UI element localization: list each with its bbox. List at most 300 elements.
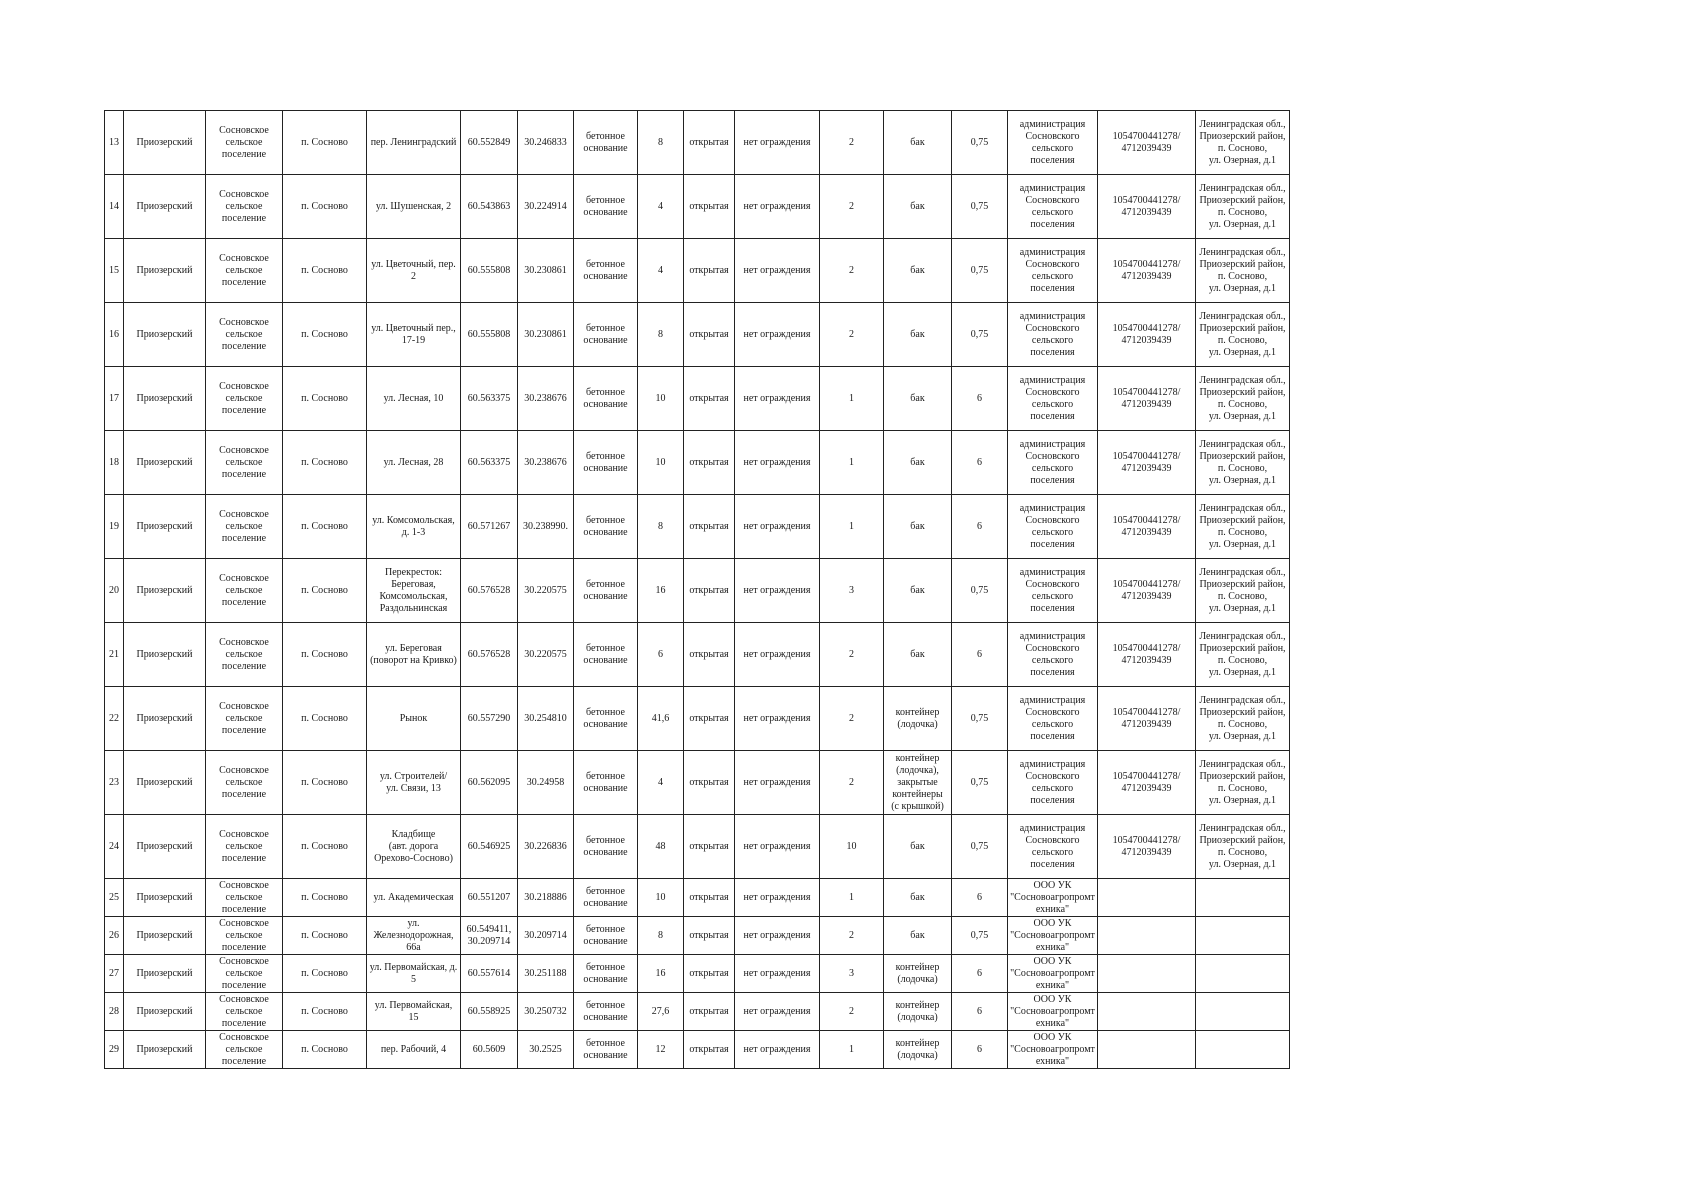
cell-site-type: открытая [684, 993, 735, 1031]
cell-area: 4 [638, 751, 684, 815]
cell-settlement: Сосновское сельское поселение [206, 879, 283, 917]
cell-area: 41,6 [638, 687, 684, 751]
cell-container-volume: 6 [952, 495, 1008, 559]
cell-owner: администрация Сосновского сельского поселения [1008, 303, 1098, 367]
cell-owner: ООО УК "Сосновоагропромт ехника" [1008, 993, 1098, 1031]
cell-fence: нет ограждения [735, 687, 820, 751]
cell-container-type: бак [884, 367, 952, 431]
cell-longitude: 30.226836 [518, 815, 574, 879]
cell-area: 6 [638, 623, 684, 687]
cell-owner: администрация Сосновского сельского поселения [1008, 815, 1098, 879]
cell-latitude: 60.558925 [461, 993, 518, 1031]
cell-site-type: открытая [684, 239, 735, 303]
cell-container-type: бак [884, 495, 952, 559]
cell-row-number: 24 [105, 815, 124, 879]
cell-fence: нет ограждения [735, 993, 820, 1031]
table-row [105, 1031, 1290, 1069]
cell-owner-address [1196, 955, 1290, 993]
cell-longitude: 30.220575 [518, 559, 574, 623]
cell-latitude: 60.551207 [461, 879, 518, 917]
cell-ogrn-inn: 1054700441278/ 4712039439 [1098, 559, 1196, 623]
cell-row-number: 25 [105, 879, 124, 917]
cell-container-count: 3 [820, 559, 884, 623]
cell-district: Приозерский [124, 111, 206, 175]
cell-locality: п. Сосново [283, 559, 367, 623]
cell-owner: администрация Сосновского сельского поселения [1008, 623, 1098, 687]
cell-settlement: Сосновское сельское поселение [206, 303, 283, 367]
cell-district: Приозерский [124, 175, 206, 239]
table-row [105, 239, 1290, 303]
cell-site-type: открытая [684, 559, 735, 623]
cell-container-volume: 6 [952, 955, 1008, 993]
cell-fence: нет ограждения [735, 751, 820, 815]
cell-site-type: открытая [684, 687, 735, 751]
cell-container-count: 10 [820, 815, 884, 879]
cell-latitude: 60.576528 [461, 623, 518, 687]
cell-base-type: бетонное основание [574, 917, 638, 955]
cell-address: пер. Рабочий, 4 [367, 1031, 461, 1069]
cell-fence: нет ограждения [735, 111, 820, 175]
cell-latitude: 60.5609 [461, 1031, 518, 1069]
cell-container-type: контейнер (лодочка), закрытые контейнеры (с крышкой) [884, 751, 952, 815]
cell-container-type: бак [884, 111, 952, 175]
cell-locality: п. Сосново [283, 955, 367, 993]
cell-site-type: открытая [684, 495, 735, 559]
cell-container-type: контейнер (лодочка) [884, 955, 952, 993]
cell-address: ул. Первомайская, 15 [367, 993, 461, 1031]
cell-latitude: 60.546925 [461, 815, 518, 879]
cell-container-count: 2 [820, 993, 884, 1031]
cell-area: 12 [638, 1031, 684, 1069]
cell-district: Приозерский [124, 993, 206, 1031]
cell-address: ул. Береговая (поворот на Кривко) [367, 623, 461, 687]
cell-owner: администрация Сосновского сельского поселения [1008, 239, 1098, 303]
cell-site-type: открытая [684, 879, 735, 917]
cell-owner: администрация Сосновского сельского поселения [1008, 111, 1098, 175]
table-row [105, 879, 1290, 917]
cell-container-volume: 0,75 [952, 751, 1008, 815]
table-row [105, 815, 1290, 879]
cell-district: Приозерский [124, 1031, 206, 1069]
cell-district: Приозерский [124, 367, 206, 431]
cell-container-volume: 0,75 [952, 559, 1008, 623]
cell-ogrn-inn: 1054700441278/ 4712039439 [1098, 367, 1196, 431]
cell-ogrn-inn [1098, 1031, 1196, 1069]
cell-base-type: бетонное основание [574, 1031, 638, 1069]
cell-settlement: Сосновское сельское поселение [206, 1031, 283, 1069]
cell-owner-address: Ленинградская обл., Приозерский район, п. Сосново, ул. Озерная, д.1 [1196, 111, 1290, 175]
cell-container-volume: 0,75 [952, 175, 1008, 239]
cell-owner: ООО УК "Сосновоагропромт ехника" [1008, 1031, 1098, 1069]
cell-area: 48 [638, 815, 684, 879]
cell-container-type: бак [884, 815, 952, 879]
cell-container-count: 2 [820, 917, 884, 955]
cell-row-number: 20 [105, 559, 124, 623]
cell-base-type: бетонное основание [574, 623, 638, 687]
cell-base-type: бетонное основание [574, 993, 638, 1031]
cell-owner-address: Ленинградская обл., Приозерский район, п. Сосново, ул. Озерная, д.1 [1196, 815, 1290, 879]
cell-base-type: бетонное основание [574, 955, 638, 993]
cell-locality: п. Сосново [283, 239, 367, 303]
cell-ogrn-inn: 1054700441278/ 4712039439 [1098, 303, 1196, 367]
cell-longitude: 30.2525 [518, 1031, 574, 1069]
cell-area: 16 [638, 955, 684, 993]
table-row [105, 175, 1290, 239]
cell-ogrn-inn: 1054700441278/ 4712039439 [1098, 111, 1196, 175]
table-row [105, 623, 1290, 687]
cell-container-count: 1 [820, 367, 884, 431]
cell-site-type: открытая [684, 175, 735, 239]
cell-address: ул. Комсомольская, д. 1-3 [367, 495, 461, 559]
cell-container-type: бак [884, 879, 952, 917]
cell-locality: п. Сосново [283, 993, 367, 1031]
cell-row-number: 13 [105, 111, 124, 175]
table-row [105, 367, 1290, 431]
cell-container-type: контейнер (лодочка) [884, 687, 952, 751]
cell-container-volume: 6 [952, 1031, 1008, 1069]
cell-row-number: 19 [105, 495, 124, 559]
cell-latitude: 60.549411, 30.209714 [461, 917, 518, 955]
cell-longitude: 30.250732 [518, 993, 574, 1031]
cell-container-volume: 0,75 [952, 239, 1008, 303]
cell-container-type: контейнер (лодочка) [884, 1031, 952, 1069]
cell-container-count: 1 [820, 879, 884, 917]
cell-locality: п. Сосново [283, 495, 367, 559]
cell-district: Приозерский [124, 559, 206, 623]
cell-base-type: бетонное основание [574, 495, 638, 559]
cell-container-type: контейнер (лодочка) [884, 993, 952, 1031]
cell-address: Рынок [367, 687, 461, 751]
cell-container-type: бак [884, 623, 952, 687]
cell-owner: администрация Сосновского сельского поселения [1008, 175, 1098, 239]
cell-longitude: 30.24958 [518, 751, 574, 815]
cell-base-type: бетонное основание [574, 879, 638, 917]
cell-container-type: бак [884, 239, 952, 303]
cell-latitude: 60.562095 [461, 751, 518, 815]
cell-locality: п. Сосново [283, 815, 367, 879]
cell-row-number: 29 [105, 1031, 124, 1069]
cell-container-volume: 6 [952, 993, 1008, 1031]
cell-owner: ООО УК "Сосновоагропромт ехника" [1008, 879, 1098, 917]
cell-district: Приозерский [124, 751, 206, 815]
cell-ogrn-inn: 1054700441278/ 4712039439 [1098, 751, 1196, 815]
cell-longitude: 30.230861 [518, 239, 574, 303]
cell-address: ул. Шушенская, 2 [367, 175, 461, 239]
cell-container-count: 2 [820, 751, 884, 815]
cell-owner-address: Ленинградская обл., Приозерский район, п. Сосново, ул. Озерная, д.1 [1196, 687, 1290, 751]
table-row [105, 559, 1290, 623]
cell-longitude: 30.251188 [518, 955, 574, 993]
cell-owner: администрация Сосновского сельского поселения [1008, 431, 1098, 495]
cell-row-number: 17 [105, 367, 124, 431]
cell-row-number: 15 [105, 239, 124, 303]
cell-owner-address: Ленинградская обл., Приозерский район, п. Сосново, ул. Озерная, д.1 [1196, 559, 1290, 623]
cell-latitude: 60.552849 [461, 111, 518, 175]
cell-area: 4 [638, 239, 684, 303]
cell-container-volume: 0,75 [952, 687, 1008, 751]
cell-fence: нет ограждения [735, 623, 820, 687]
cell-fence: нет ограждения [735, 431, 820, 495]
cell-container-count: 2 [820, 623, 884, 687]
cell-settlement: Сосновское сельское поселение [206, 955, 283, 993]
cell-row-number: 22 [105, 687, 124, 751]
cell-ogrn-inn [1098, 879, 1196, 917]
cell-fence: нет ограждения [735, 239, 820, 303]
cell-ogrn-inn [1098, 955, 1196, 993]
cell-row-number: 26 [105, 917, 124, 955]
cell-district: Приозерский [124, 239, 206, 303]
cell-address: ул. Строителей/ ул. Связи, 13 [367, 751, 461, 815]
cell-address: ул. Железнодорожная, 66а [367, 917, 461, 955]
cell-area: 8 [638, 303, 684, 367]
cell-longitude: 30.224914 [518, 175, 574, 239]
table-row [105, 111, 1290, 175]
cell-owner-address: Ленинградская обл., Приозерский район, п. Сосново, ул. Озерная, д.1 [1196, 303, 1290, 367]
cell-site-type: открытая [684, 1031, 735, 1069]
cell-locality: п. Сосново [283, 303, 367, 367]
cell-owner: администрация Сосновского сельского поселения [1008, 367, 1098, 431]
cell-container-count: 1 [820, 431, 884, 495]
cell-container-type: бак [884, 917, 952, 955]
cell-longitude: 30.209714 [518, 917, 574, 955]
cell-owner-address [1196, 993, 1290, 1031]
cell-row-number: 16 [105, 303, 124, 367]
cell-latitude: 60.557290 [461, 687, 518, 751]
cell-site-type: открытая [684, 815, 735, 879]
cell-container-type: бак [884, 431, 952, 495]
cell-fence: нет ограждения [735, 303, 820, 367]
cell-longitude: 30.254810 [518, 687, 574, 751]
table-row [105, 303, 1290, 367]
cell-ogrn-inn [1098, 917, 1196, 955]
cell-container-count: 2 [820, 111, 884, 175]
cell-address: ул. Лесная, 28 [367, 431, 461, 495]
cell-address: ул. Первомайская, д. 5 [367, 955, 461, 993]
cell-ogrn-inn [1098, 993, 1196, 1031]
cell-longitude: 30.230861 [518, 303, 574, 367]
cell-base-type: бетонное основание [574, 303, 638, 367]
cell-owner-address: Ленинградская обл., Приозерский район, п. Сосново, ул. Озерная, д.1 [1196, 431, 1290, 495]
cell-longitude: 30.238990. [518, 495, 574, 559]
cell-settlement: Сосновское сельское поселение [206, 431, 283, 495]
cell-container-count: 1 [820, 495, 884, 559]
cell-latitude: 60.557614 [461, 955, 518, 993]
cell-longitude: 30.218886 [518, 879, 574, 917]
cell-site-type: открытая [684, 623, 735, 687]
cell-container-type: бак [884, 175, 952, 239]
cell-settlement: Сосновское сельское поселение [206, 495, 283, 559]
cell-fence: нет ограждения [735, 955, 820, 993]
cell-area: 16 [638, 559, 684, 623]
cell-row-number: 14 [105, 175, 124, 239]
cell-area: 8 [638, 917, 684, 955]
cell-base-type: бетонное основание [574, 815, 638, 879]
cell-container-volume: 6 [952, 431, 1008, 495]
cell-container-volume: 6 [952, 879, 1008, 917]
cell-container-count: 2 [820, 303, 884, 367]
cell-site-type: открытая [684, 303, 735, 367]
cell-base-type: бетонное основание [574, 751, 638, 815]
cell-area: 10 [638, 879, 684, 917]
cell-ogrn-inn: 1054700441278/ 4712039439 [1098, 815, 1196, 879]
cell-longitude: 30.238676 [518, 431, 574, 495]
table-row [105, 955, 1290, 993]
cell-base-type: бетонное основание [574, 367, 638, 431]
cell-area: 27,6 [638, 993, 684, 1031]
cell-area: 8 [638, 111, 684, 175]
cell-fence: нет ограждения [735, 879, 820, 917]
cell-district: Приозерский [124, 917, 206, 955]
cell-base-type: бетонное основание [574, 175, 638, 239]
cell-longitude: 30.220575 [518, 623, 574, 687]
cell-area: 8 [638, 495, 684, 559]
cell-site-type: открытая [684, 111, 735, 175]
cell-settlement: Сосновское сельское поселение [206, 751, 283, 815]
cell-container-volume: 6 [952, 623, 1008, 687]
cell-settlement: Сосновское сельское поселение [206, 623, 283, 687]
cell-fence: нет ограждения [735, 815, 820, 879]
cell-settlement: Сосновское сельское поселение [206, 687, 283, 751]
cell-latitude: 60.563375 [461, 431, 518, 495]
cell-ogrn-inn: 1054700441278/ 4712039439 [1098, 623, 1196, 687]
cell-address: ул. Цветочный пер., 17-19 [367, 303, 461, 367]
cell-district: Приозерский [124, 623, 206, 687]
cell-owner-address: Ленинградская обл., Приозерский район, п. Сосново, ул. Озерная, д.1 [1196, 175, 1290, 239]
cell-owner-address [1196, 1031, 1290, 1069]
cell-latitude: 60.555808 [461, 239, 518, 303]
cell-settlement: Сосновское сельское поселение [206, 917, 283, 955]
cell-container-type: бак [884, 303, 952, 367]
cell-longitude: 30.238676 [518, 367, 574, 431]
cell-site-type: открытая [684, 367, 735, 431]
cell-container-volume: 0,75 [952, 917, 1008, 955]
cell-container-volume: 0,75 [952, 111, 1008, 175]
cell-ogrn-inn: 1054700441278/ 4712039439 [1098, 687, 1196, 751]
table-row [105, 751, 1290, 815]
table-row [105, 495, 1290, 559]
cell-settlement: Сосновское сельское поселение [206, 175, 283, 239]
cell-site-type: открытая [684, 917, 735, 955]
cell-district: Приозерский [124, 955, 206, 993]
cell-locality: п. Сосново [283, 623, 367, 687]
cell-owner: ООО УК "Сосновоагропромт ехника" [1008, 917, 1098, 955]
cell-settlement: Сосновское сельское поселение [206, 815, 283, 879]
table-row [105, 687, 1290, 751]
cell-owner: администрация Сосновского сельского поселения [1008, 559, 1098, 623]
cell-latitude: 60.563375 [461, 367, 518, 431]
cell-area: 10 [638, 431, 684, 495]
cell-locality: п. Сосново [283, 751, 367, 815]
cell-base-type: бетонное основание [574, 559, 638, 623]
cell-settlement: Сосновское сельское поселение [206, 993, 283, 1031]
table-row [105, 993, 1290, 1031]
cell-row-number: 21 [105, 623, 124, 687]
table-row [105, 431, 1290, 495]
cell-latitude: 60.576528 [461, 559, 518, 623]
cell-ogrn-inn: 1054700441278/ 4712039439 [1098, 239, 1196, 303]
cell-row-number: 18 [105, 431, 124, 495]
cell-address: Перекресток: Береговая, Комсомольская, Раздольнинская [367, 559, 461, 623]
cell-row-number: 27 [105, 955, 124, 993]
cell-fence: нет ограждения [735, 367, 820, 431]
cell-owner: администрация Сосновского сельского поселения [1008, 687, 1098, 751]
cell-settlement: Сосновское сельское поселение [206, 559, 283, 623]
cell-row-number: 28 [105, 993, 124, 1031]
cell-container-count: 1 [820, 1031, 884, 1069]
table-row [105, 917, 1290, 955]
cell-longitude: 30.246833 [518, 111, 574, 175]
cell-fence: нет ограждения [735, 495, 820, 559]
cell-address: ул. Академическая [367, 879, 461, 917]
cell-base-type: бетонное основание [574, 111, 638, 175]
cell-container-count: 3 [820, 955, 884, 993]
cell-locality: п. Сосново [283, 687, 367, 751]
waste-sites-table [104, 110, 1290, 1069]
cell-owner-address: Ленинградская обл., Приозерский район, п. Сосново, ул. Озерная, д.1 [1196, 239, 1290, 303]
cell-address: пер. Ленинградский [367, 111, 461, 175]
cell-site-type: открытая [684, 431, 735, 495]
cell-locality: п. Сосново [283, 431, 367, 495]
cell-owner-address [1196, 879, 1290, 917]
cell-fence: нет ограждения [735, 1031, 820, 1069]
cell-latitude: 60.543863 [461, 175, 518, 239]
cell-container-count: 2 [820, 175, 884, 239]
cell-ogrn-inn: 1054700441278/ 4712039439 [1098, 495, 1196, 559]
cell-settlement: Сосновское сельское поселение [206, 367, 283, 431]
cell-owner-address: Ленинградская обл., Приозерский район, п. Сосново, ул. Озерная, д.1 [1196, 751, 1290, 815]
cell-owner-address: Ленинградская обл., Приозерский район, п. Сосново, ул. Озерная, д.1 [1196, 367, 1290, 431]
cell-container-volume: 0,75 [952, 815, 1008, 879]
cell-container-count: 2 [820, 239, 884, 303]
cell-base-type: бетонное основание [574, 431, 638, 495]
cell-row-number: 23 [105, 751, 124, 815]
cell-site-type: открытая [684, 955, 735, 993]
cell-district: Приозерский [124, 303, 206, 367]
cell-address: Кладбище (авт. дорога Орехово-Сосново) [367, 815, 461, 879]
cell-district: Приозерский [124, 879, 206, 917]
cell-locality: п. Сосново [283, 111, 367, 175]
cell-owner-address: Ленинградская обл., Приозерский район, п. Сосново, ул. Озерная, д.1 [1196, 495, 1290, 559]
cell-owner: администрация Сосновского сельского поселения [1008, 495, 1098, 559]
cell-base-type: бетонное основание [574, 239, 638, 303]
cell-owner-address: Ленинградская обл., Приозерский район, п. Сосново, ул. Озерная, д.1 [1196, 623, 1290, 687]
cell-latitude: 60.571267 [461, 495, 518, 559]
cell-latitude: 60.555808 [461, 303, 518, 367]
cell-district: Приозерский [124, 495, 206, 559]
cell-container-count: 2 [820, 687, 884, 751]
cell-locality: п. Сосново [283, 175, 367, 239]
cell-locality: п. Сосново [283, 879, 367, 917]
cell-container-volume: 0,75 [952, 303, 1008, 367]
cell-locality: п. Сосново [283, 1031, 367, 1069]
cell-base-type: бетонное основание [574, 687, 638, 751]
cell-fence: нет ограждения [735, 175, 820, 239]
cell-container-type: бак [884, 559, 952, 623]
cell-owner: администрация Сосновского сельского поселения [1008, 751, 1098, 815]
cell-district: Приозерский [124, 815, 206, 879]
cell-fence: нет ограждения [735, 559, 820, 623]
cell-district: Приозерский [124, 431, 206, 495]
cell-address: ул. Цветочный, пер. 2 [367, 239, 461, 303]
cell-settlement: Сосновское сельское поселение [206, 239, 283, 303]
cell-owner-address [1196, 917, 1290, 955]
cell-area: 10 [638, 367, 684, 431]
cell-locality: п. Сосново [283, 367, 367, 431]
cell-area: 4 [638, 175, 684, 239]
cell-address: ул. Лесная, 10 [367, 367, 461, 431]
cell-settlement: Сосновское сельское поселение [206, 111, 283, 175]
cell-site-type: открытая [684, 751, 735, 815]
